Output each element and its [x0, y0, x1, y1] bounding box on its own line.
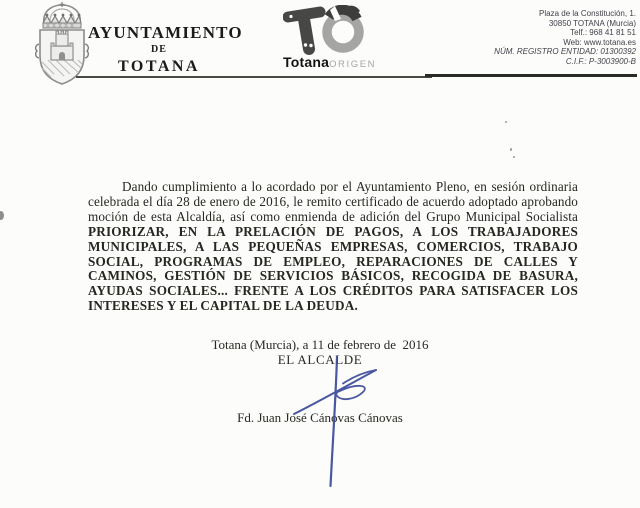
contact-web: Web: www.totana.es [563, 37, 636, 47]
contact-address-line1: Plaza de la Constitución, 1. [539, 9, 636, 18]
signer-title: EL ALCALDE [277, 352, 363, 367]
org-name-line2: DE [151, 44, 167, 55]
contact-address-line2: 30850 TOTANA (Murcia) [548, 18, 636, 28]
contact-registry: NÚM. REGISTRO ENTIDAD: 01300392 [494, 47, 636, 57]
contact-phone: Telf.: 968 41 81 51 [570, 28, 636, 38]
signer-name: Fd. Juan José Cánovas Cánovas [237, 410, 403, 425]
brand-tagline: ORIGEN [329, 59, 377, 70]
brand-name: Totana [283, 54, 330, 70]
org-name-line1: AYUNTAMIENTO [88, 23, 243, 42]
contact-cif: C.I.F.: P-3003900-B [565, 56, 636, 66]
paragraph-bold-text: PRIORIZAR, EN LA PRELACIÓN DE PAGOS, A LOS TRABAJADORES MUNICIPALES, A LAS PEQUEÑAS EMPRESAS, COMERCIOS, TRABAJO SOCIAL, PROGRAMAS DE EMPLEO, REPARACIONES DE CALLES Y CAMINOS, GESTIÓN DE SERVICIOS BÁSICOS, RECOGIDA DE BASURA, AYUDAS SOCIALES... FRENTE A LOS CRÉDITOS PARA SATISFACER LOS INTERESES Y EL CAPITAL DE LA DEUDA. [88, 223, 578, 314]
paragraph-regular-text: Dando cumplimiento a lo acordado por el Ayuntamiento Pleno, en sesión ordinaria celebrada el día 28 de enero de 2016, le remito certificado de acuerdo adoptado aprobando moción de esta Alcaldía, así como enmienda de adición del Grupo Municipal Socialista [88, 179, 578, 224]
dateline: Totana (Murcia), a 11 de febrero de 2016 [211, 337, 429, 352]
org-name-line3: TOTANA [118, 58, 200, 75]
